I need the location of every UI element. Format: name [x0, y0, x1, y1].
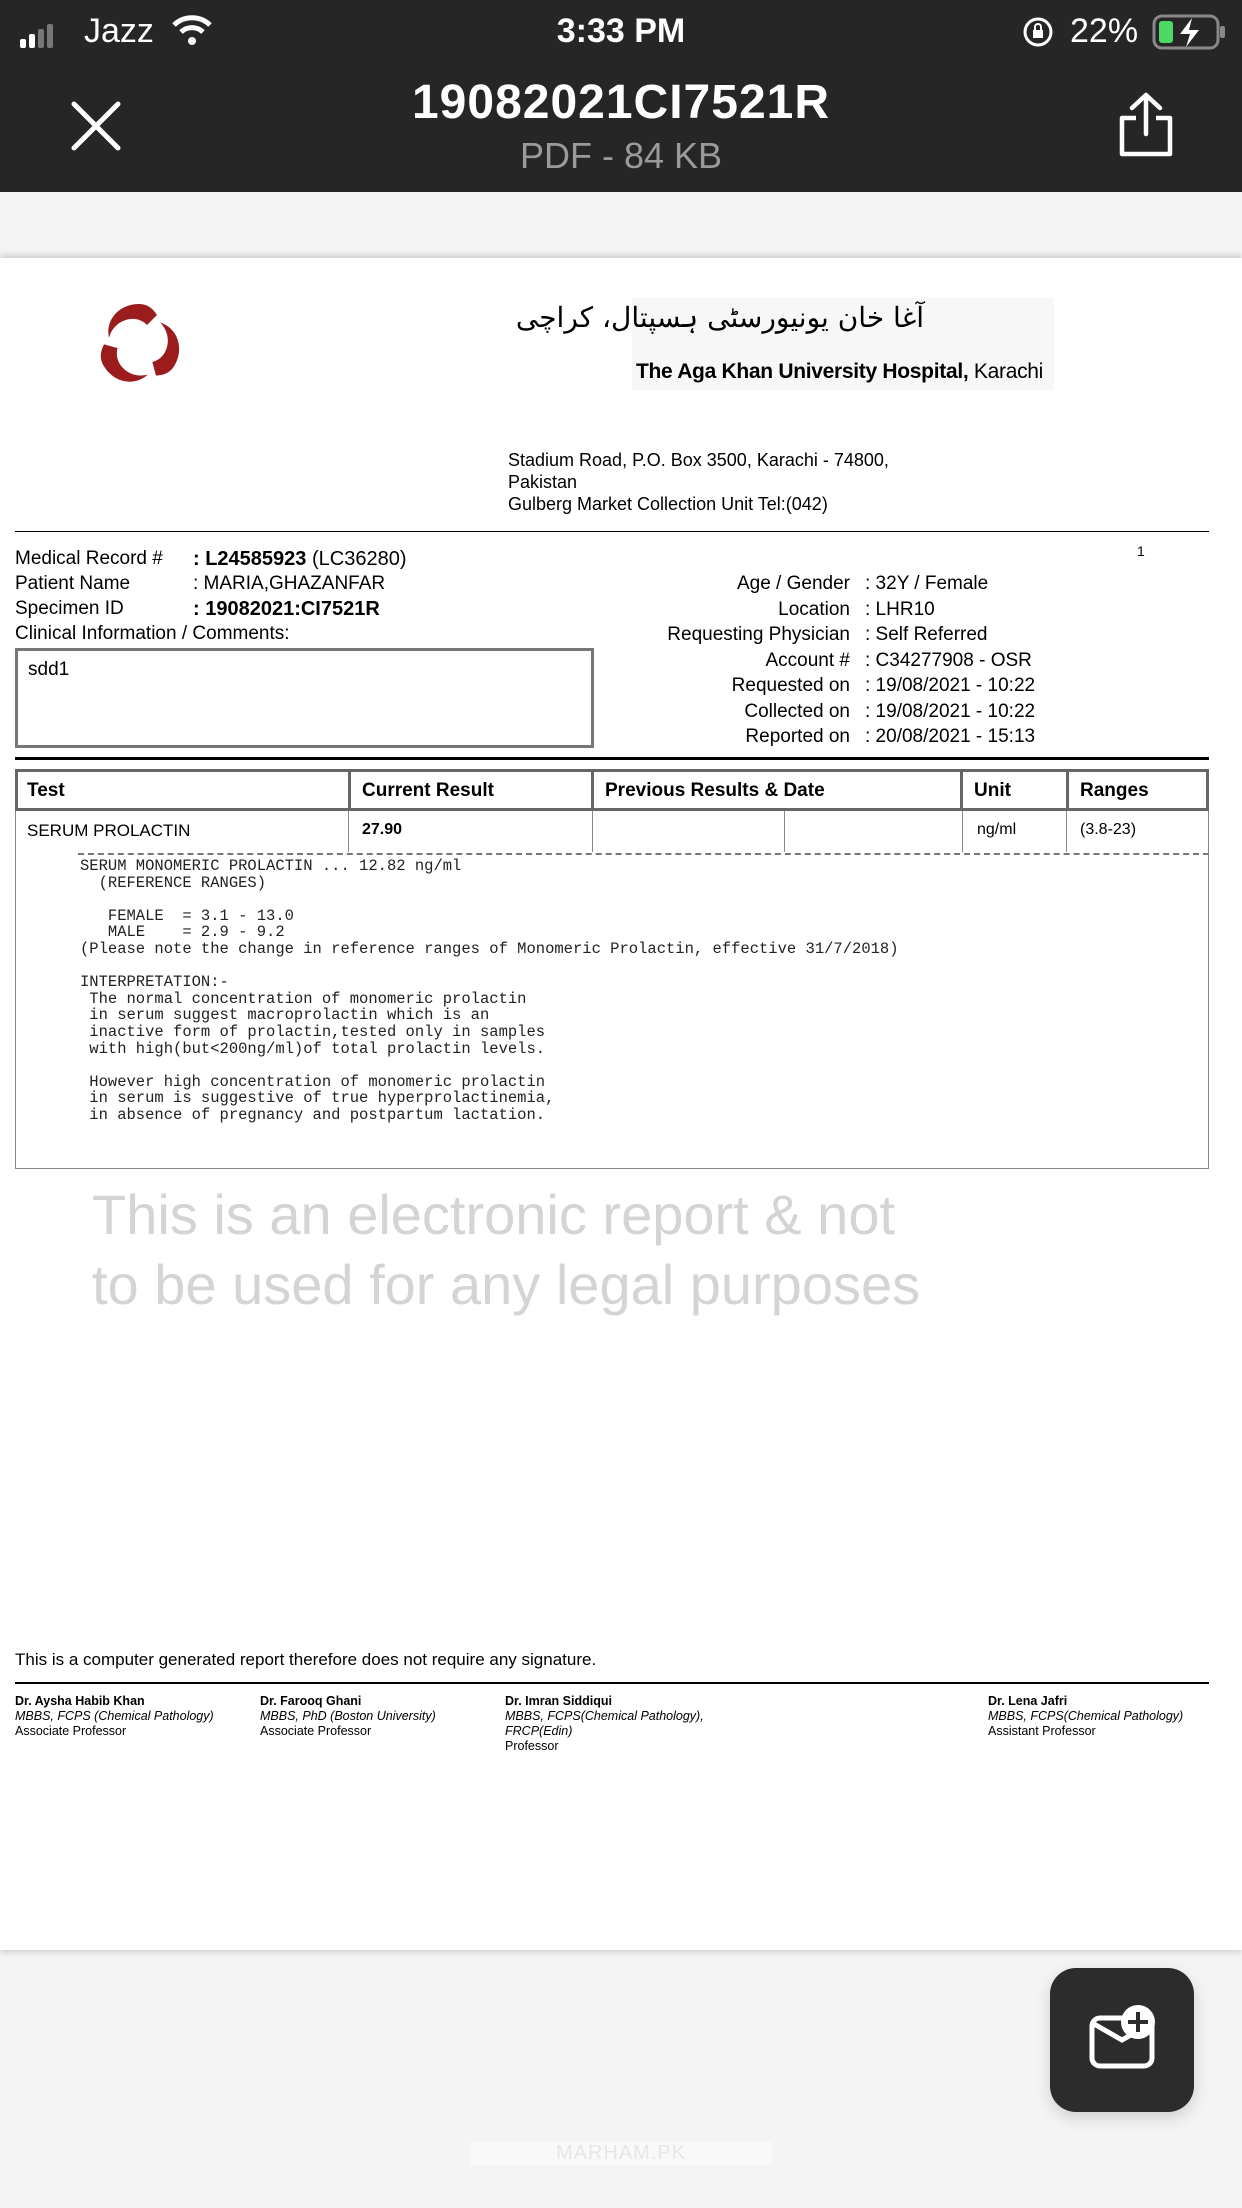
doctor-signatory — [260, 1694, 436, 1739]
detail-value: : Self Referred — [865, 624, 988, 645]
detail-value: : 20/08/2021 - 15:13 — [865, 726, 1036, 747]
header-divider — [1066, 769, 1069, 811]
column-header: Test — [27, 780, 65, 801]
wifi-icon — [172, 14, 212, 51]
detail-label: Age / Gender — [736, 573, 850, 594]
detail-value: : 19/08/2021 - 10:22 — [865, 700, 1036, 722]
battery-charging-icon — [1152, 14, 1228, 55]
signal-icon — [20, 24, 54, 53]
doctor-name: Dr. Farooq Ghani — [260, 1694, 362, 1708]
doctor-qualification: MBBS, PhD (Boston University) — [260, 1709, 436, 1723]
column-divider — [784, 811, 785, 852]
address-line: Pakistan — [508, 472, 578, 492]
doctor-qualification: MBBS, FCPS(Chemical Pathology) — [988, 1709, 1184, 1723]
divider — [15, 1682, 1209, 1684]
legal-watermark: This is an electronic report & not — [92, 1183, 896, 1246]
detail-value: : 19/08/2021 - 10:22 — [865, 675, 1036, 696]
close-icon — [70, 100, 122, 152]
doctor-signatory — [505, 1694, 704, 1754]
doctor-name: Dr. Imran Siddiqui — [505, 1694, 612, 1708]
detail-value: : 32Y / Female — [865, 573, 989, 594]
column-header: Unit — [974, 780, 1011, 801]
doctor-title: Associate Professor — [260, 1724, 372, 1738]
marham-watermark: MARHAM.PK — [470, 2142, 772, 2165]
compose-message-button[interactable] — [1050, 1968, 1194, 2112]
detail-label: Requesting Physician — [667, 624, 850, 645]
doctor-name: Dr. Aysha Habib Khan — [15, 1694, 145, 1708]
patient-name-label: Patient Name — [15, 573, 131, 594]
pdf-page[interactable] — [0, 258, 1242, 1950]
column-divider — [1066, 811, 1067, 852]
divider — [15, 531, 1209, 532]
share-icon — [1116, 92, 1176, 158]
column-divider — [962, 811, 963, 852]
header-divider — [591, 769, 594, 811]
doctor-qualification: MBBS, FCPS(Chemical Pathology), — [505, 1709, 704, 1723]
detail-value: : C34277908 - OSR — [865, 649, 1032, 671]
document-title: 19082021CI7521R — [411, 76, 830, 129]
test-name: SERUM PROLACTIN — [27, 821, 191, 840]
address-line: Stadium Road, P.O. Box 3500, Karachi - 74800, — [508, 450, 889, 470]
clinical-info-value: sdd1 — [28, 659, 70, 680]
dashed-divider — [78, 853, 1209, 855]
doctor-title: Professor — [505, 1739, 559, 1753]
mr-value: : L24585923 — [193, 548, 307, 570]
clinical-info-box — [15, 648, 594, 748]
close-button[interactable] — [70, 100, 122, 157]
detail-label: Location — [778, 598, 850, 620]
column-divider — [348, 811, 349, 852]
unit: ng/ml — [977, 821, 1017, 838]
detail-label: Requested on — [731, 675, 850, 696]
clinical-info-label: Clinical Information / Comments: — [15, 623, 290, 644]
mr-extra: (LC36280) — [306, 548, 407, 570]
address-line: Gulberg Market Collection Unit Tel:(042) — [508, 494, 828, 514]
hospital-name: The Aga Khan University Hospital, — [636, 360, 969, 383]
doctor-signatory — [15, 1694, 214, 1739]
page-number: 1 — [1137, 543, 1145, 559]
header-divider — [960, 769, 963, 811]
hospital-city: Karachi — [968, 360, 1044, 383]
doctor-qualification: FRCP(Edin) — [505, 1724, 573, 1738]
column-header: Current Result — [362, 780, 494, 801]
doctor-title: Associate Professor — [15, 1724, 127, 1738]
clock: 3:33 PM — [556, 12, 686, 50]
range: (3.8-23) — [1080, 821, 1137, 838]
legal-watermark: to be used for any legal purposes — [92, 1253, 921, 1316]
doctor-name: Dr. Lena Jafri — [988, 1694, 1068, 1708]
column-header: Previous Results & Date — [605, 780, 825, 801]
header-divider — [348, 769, 351, 811]
detail-label: Account # — [765, 649, 850, 671]
divider — [15, 757, 1209, 760]
mail-add-icon — [1088, 2004, 1158, 2074]
aku-logo — [95, 298, 183, 391]
column-divider — [592, 811, 593, 852]
mr-label: Medical Record # — [15, 548, 163, 569]
carrier: Jazz — [84, 12, 154, 50]
signature-note: This is a computer generated report therefore does not require any signature. — [15, 1650, 597, 1669]
doctor-signatory — [988, 1694, 1183, 1739]
battery-percent: 22% — [1070, 12, 1139, 50]
detail-value: : LHR10 — [865, 598, 935, 620]
hospital-wordmark — [515, 298, 1054, 390]
doctor-qualification: MBBS, FCPS (Chemical Pathology) — [15, 1709, 214, 1723]
current-result: 27.90 — [362, 821, 403, 838]
viewer-header — [0, 0, 1242, 192]
hospital-name-urdu: آغا خان یونیورسٹی ہسپتال، کراچی — [515, 301, 924, 334]
specimen-label: Specimen ID — [15, 598, 124, 619]
document-subtitle: PDF - 84 KB — [519, 135, 723, 176]
result-notes: SERUM MONOMERIC PROLACTIN ... 12.82 ng/ml (REFERENCE RANGES) FEMALE = 3.1 - 13.0 MALE = 2.9 - 9.2 (Please note the change in reference ranges of Monomeric Prolactin, effective 31/7/2018) INTERPRETATION:- The normal concentration of monomeric prolactin in serum suggest macroprolactin which is an inactive form of prolactin,tested only in samples with high(but<200ng/ml)of total prolactin levels. However high concentration of monomeric prolactin in serum is suggestive of true hyperprolactinemia, in absence of pregnancy and postpartum lactation. — [80, 857, 899, 1124]
orientation-lock-icon — [1022, 16, 1054, 53]
column-header: Ranges — [1080, 780, 1149, 801]
specimen-value: : 19082021:CI7521R — [193, 598, 380, 620]
patient-name-value: : MARIA,GHAZANFAR — [193, 573, 386, 594]
detail-label: Reported on — [745, 726, 850, 747]
detail-label: Collected on — [744, 700, 850, 722]
doctor-title: Assistant Professor — [988, 1724, 1096, 1738]
share-button[interactable] — [1116, 92, 1176, 163]
